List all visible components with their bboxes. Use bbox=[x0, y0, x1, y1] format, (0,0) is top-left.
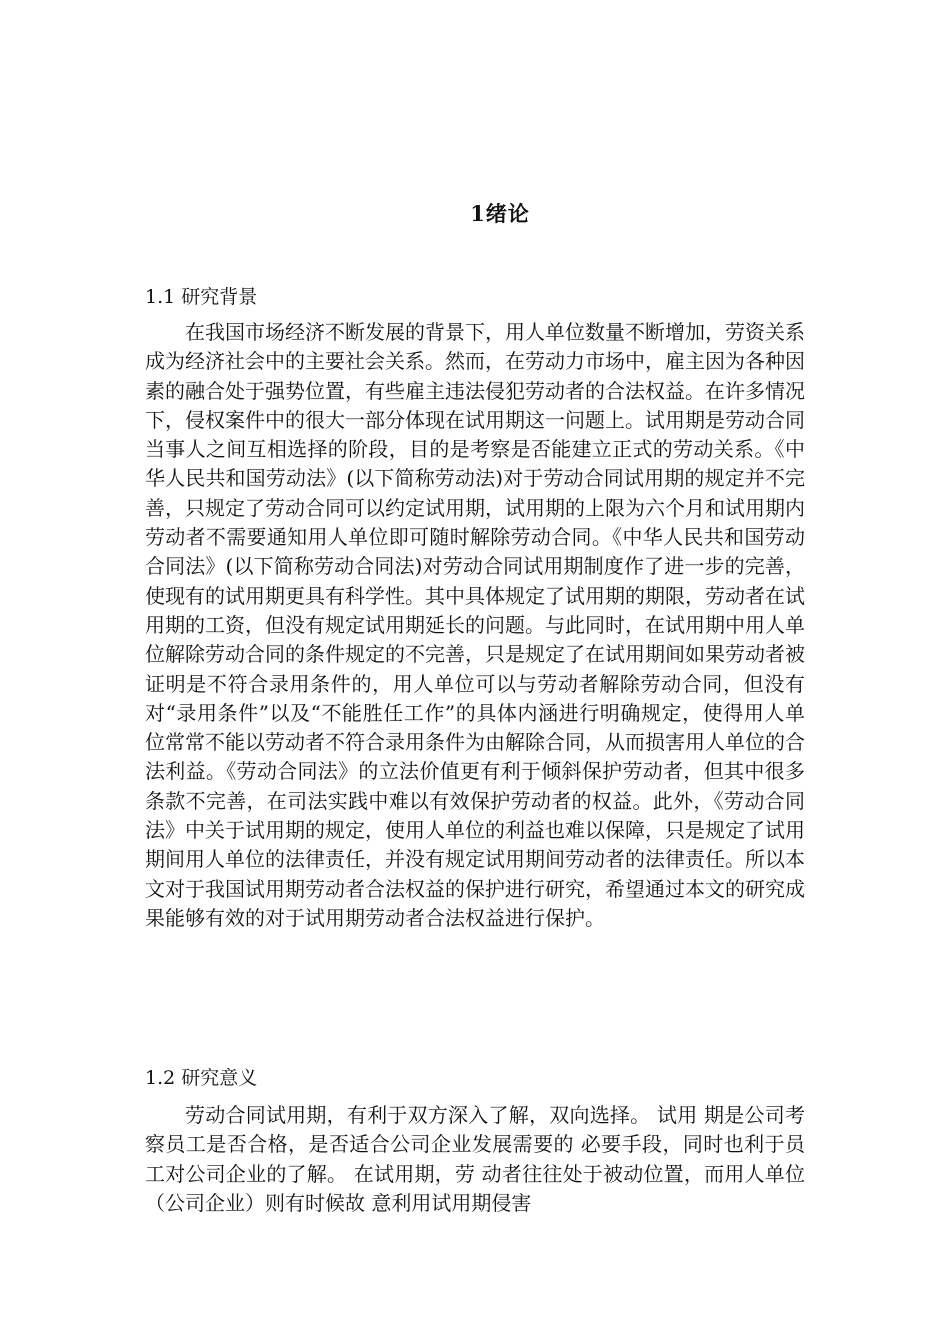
paragraph-background: 在我国市场经济不断发展的背景下，用人单位数量不断增加，劳资关系成为经济社会中的主要社会关系。然而，在劳动力市场中，雇主因为各种因素的融合处于强势位置，有些雇主违法侵犯劳动者的合法权益。在许多情况下，侵权案件中的很大一部分体现在试用期这一问题上。试用期是劳动合同当事人之间互相选择的阶段，目的是考察是否能建立正式的劳动关系。《中华人民共和国劳动法》(以下简称劳动法)对于劳动合同试用期的规定并不完善，只规定了劳动合同可以约定试用期，试用期的上限为六个月和试用期内劳动者不需要通知用人单位即可随时解除劳动合同。《中华人民共和国劳动合同法》(以下简称劳动合同法)对劳动合同试用期制度作了进一步的完善，使现有的试用期更具有科学性。其中具体规定了试用期的期限，劳动者在试用期的工资，但没有规定试用期延长的问题。与此同时，在试用期中用人单位解除劳动合同的条件规定的不完善，只是规定了在试用期间如果劳动者被证明是不符合录用条件的，用人单位可以与劳动者解除劳动合同，但没有对“录用条件”以及“不能胜任工作”的具体内涵进行明确规定，使得用人单位常常不能以劳动者不符合录用条件为由解除合同，从而损害用人单位的合法利益。《劳动合同法》的立法价值更有利于倾斜保护劳动者，但其中很多条款不完善，在司法实践中难以有效保护劳动者的权益。此外，《劳动合同法》中关于试用期的规定，使用人单位的利益也难以保障，只是规定了试用期间用人单位的法律责任，并没有规定试用期间劳动者的法律责任。所以本文对于我国试用期劳动者合法权益的保护进行研究，希望通过本文的研究成果能够有效的对于试用期劳动者合法权益进行保护。 bbox=[145, 320, 805, 930]
section-heading-significance: 1.2 研究意义 bbox=[145, 1067, 258, 1089]
chapter-title: 1绪论 bbox=[470, 201, 530, 226]
paragraph-significance: 劳动合同试用期，有利于双方深入了解，双向选择。 试用 期是公司考察员工是否合格，是否适合公司企业发展需要的 必要手段，同时也利于员工对公司企业的了解。 在试用期，劳 动者往往处于被动位置，而用人单位（公司企业）则有时候故 意利用试用期侵害 bbox=[145, 1103, 805, 1215]
section-heading-background: 1.1 研究背景 bbox=[145, 286, 258, 308]
